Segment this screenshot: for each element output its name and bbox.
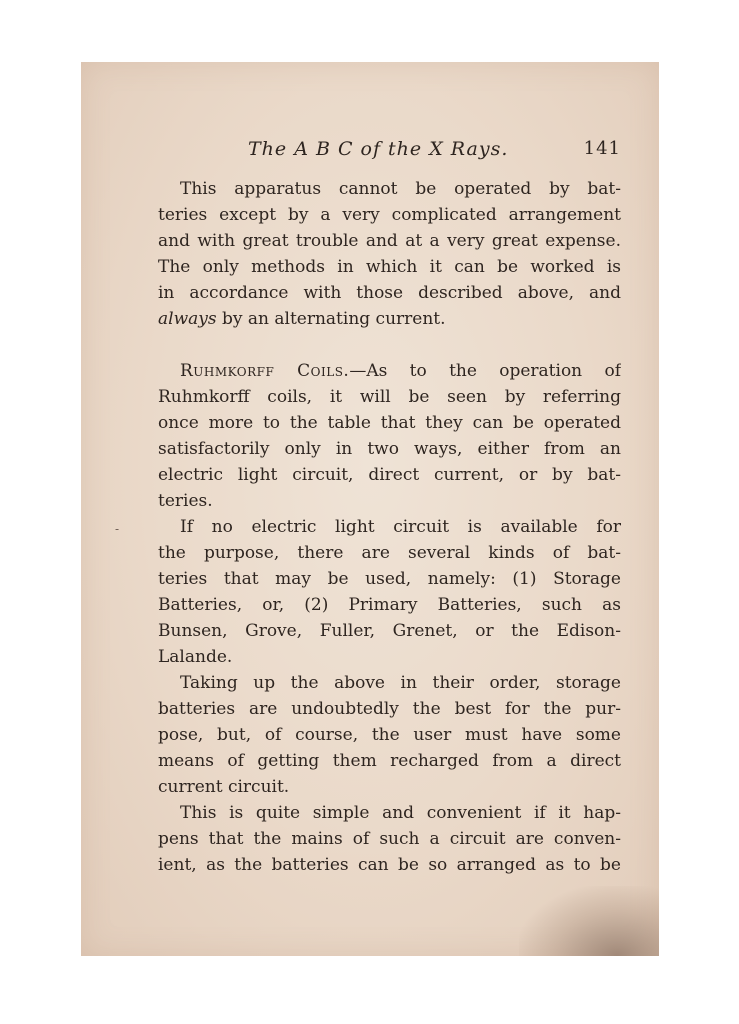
section-heading-line xyxy=(180,359,621,383)
text-line: This is quite simple and convenient if it hap- xyxy=(180,803,621,823)
text-line: means of getting them recharged from a direct xyxy=(158,751,621,771)
text-line: Lalande. xyxy=(158,647,233,667)
text-line: This apparatus cannot be operated by bat- xyxy=(180,179,621,199)
section-heading: Ruhmkorff Coils. xyxy=(180,361,350,381)
text-line: teries. xyxy=(158,491,213,511)
text-line: teries except by a very complicated arrangement xyxy=(158,205,621,225)
text-line: the purpose, there are several kinds of bat- xyxy=(158,543,621,563)
text-line: The only methods in which it can be worked is xyxy=(158,257,621,277)
text-line: and with great trouble and at a very great expense. xyxy=(158,231,621,251)
text-line: If no electric light circuit is available for xyxy=(180,517,621,537)
running-head xyxy=(158,138,621,164)
text-fragment: —As to the operation of xyxy=(349,361,621,381)
text-line: in accordance with those described above, and xyxy=(158,283,621,303)
text-line: electric light circuit, direct current, or by bat- xyxy=(158,465,621,485)
text-line: Ruhmkorff coils, it will be seen by referring xyxy=(158,387,621,407)
margin-mark: ‐ xyxy=(115,522,120,536)
text-line: pose, but, of course, the user must have some xyxy=(158,725,621,745)
text-line: ient, as the batteries can be so arranged as to be xyxy=(158,855,621,875)
running-title: The A B C of the X Rays. xyxy=(248,138,509,160)
text-line: once more to the table that they can be operated xyxy=(158,413,621,433)
text-line: satisfactorily only in two ways, either from an xyxy=(158,439,621,459)
page-number: 141 xyxy=(583,138,621,159)
text-line xyxy=(158,307,621,331)
text-line: Batteries, or, (2) Primary Batteries, such as xyxy=(158,595,621,615)
text-line: pens that the mains of such a circuit are conven- xyxy=(158,829,621,849)
page-smudge xyxy=(519,886,659,956)
text-line: teries that may be used, namely: (1) Storage xyxy=(158,569,621,589)
text-line: Bunsen, Grove, Fuller, Grenet, or the Edison- xyxy=(158,621,621,641)
text-line: batteries are undoubtedly the best for the pur- xyxy=(158,699,621,719)
book-page xyxy=(81,62,659,956)
text-fragment: by an alternating current. xyxy=(216,309,446,329)
text-line: current circuit. xyxy=(158,777,290,797)
text-line: Taking up the above in their order, storage xyxy=(180,673,621,693)
italic-word: always xyxy=(158,309,217,329)
